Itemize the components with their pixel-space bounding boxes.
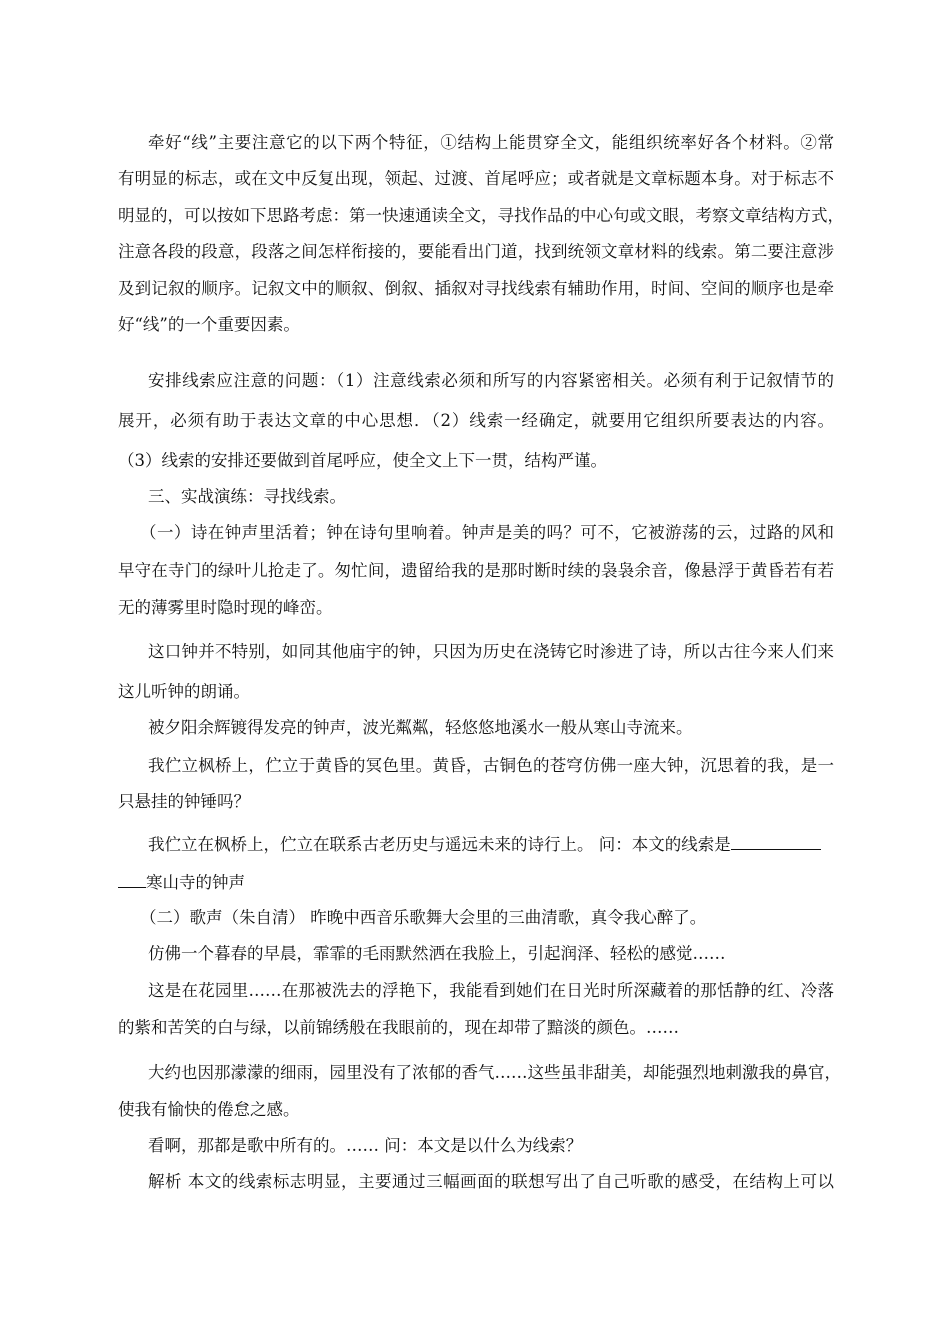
answer-line (118, 871, 834, 893)
paragraph-line: 使我有愉快的倦怠之感。 (118, 1100, 300, 1119)
paragraph-line: 牵好“线”主要注意它的以下两个特征，①结构上能贯穿全文，能组织统率好各个材料。②常 (148, 133, 834, 152)
answer-text: 寒山寺的钟声 (146, 873, 245, 892)
paragraph-line: 好“线”的一个重要因素。 (118, 315, 300, 334)
paragraph-line: 这口钟并不特别，如同其他庙宇的钟，只因为历史在浇铸它时渗进了诗，所以古往今来人们来 (148, 642, 834, 661)
section-heading: 三、实战演练：寻找线索。 (148, 487, 346, 506)
paragraph-line: 注意各段的段意，段落之间怎样衔接的，要能看出门道，找到统领文章材料的线索。第二要注意涉 (118, 242, 834, 261)
paragraph-line: 这儿听钟的朗诵。 (118, 682, 250, 701)
paragraph-line: 仿佛一个暮春的早晨，霏霏的毛雨默然洒在我脸上，引起润泽、轻松的感觉…… (148, 944, 726, 963)
paragraph-line: （一）诗在钟声里活着；钟在诗句里响着。钟声是美的吗？可不，它被游荡的云，过路的风和 (140, 523, 834, 542)
paragraph-line: 解析 本文的线索标志明显，主要通过三幅画面的联想写出了自己听歌的感受，在结构上可以 (148, 1172, 834, 1191)
paragraph-line: 的紫和苦笑的白与绿，以前锦绣般在我眼前的，现在却带了黯淡的颜色。…… (118, 1018, 679, 1037)
paragraph-line: （3）线索的安排还要做到首尾呼应，使全文上下一贯，结构严谨。 (118, 451, 607, 470)
paragraph-line: 有明显的标志，或在文中反复出现，领起、过渡、首尾呼应；或者就是文章标题本身。对于标志不 (118, 169, 834, 188)
paragraph-line: 明显的，可以按如下思路考虑：第一快速通读全文，寻找作品的中心句或文眼，考察文章结构方式， (118, 206, 844, 225)
question-line: 看啊，那都是歌中所有的。…… 问：本文是以什么为线索？ (148, 1136, 583, 1155)
paragraph-line: 只悬挂的钟锤吗？ (118, 792, 250, 811)
paragraph-line: 我伫立枫桥上，伫立于黄昏的冥色里。黄昏，古铜色的苍穹仿佛一座大钟，沉思着的我，是一 (148, 756, 834, 775)
paragraph-line: 早守在寺门的绿叶儿抢走了。匆忙间，遗留给我的是那时断时续的袅袅余音，像悬浮于黄昏若有若 (118, 561, 834, 580)
answer-blank (118, 871, 146, 888)
section-heading: （二）歌声（朱自清） 昨晚中西音乐歌舞大会里的三曲清歌，真令我心醉了。 (140, 908, 707, 927)
paragraph-line: 这是在花园里……在那被洗去的浮艳下，我能看到她们在日光时所深藏着的那恬静的红、冷落 (148, 981, 834, 1000)
question-text: 我伫立在枫桥上，伫立在联系古老历史与遥远未来的诗行上。 问：本文的线索是 (148, 835, 731, 854)
paragraph-line: 及到记叙的顺序。记叙文中的顺叙、倒叙、插叙对寻找线索有辅助作用，时间、空间的顺序也是牵 (118, 279, 834, 298)
paragraph-line: 安排线索应注意的问题：（1）注意线索必须和所写的内容紧密相关。必须有利于记叙情节的 (148, 371, 834, 390)
answer-blank (731, 833, 821, 850)
paragraph-line: 无的薄雾里时隐时现的峰峦。 (118, 598, 333, 617)
paragraph-line: 被夕阳余辉镀得发亮的钟声，波光粼粼，轻悠悠地溪水一般从寒山寺流来。 (148, 718, 693, 737)
paragraph-line: 大约也因那濛濛的细雨，园里没有了浓郁的香气……这些虽非甜美，却能强烈地刺激我的鼻官， (148, 1063, 841, 1082)
question-line (148, 833, 834, 855)
paragraph-line: 展开，必须有助于表达文章的中心思想．（2）线索一经确定，就要用它组织所要表达的内容。 (118, 411, 834, 430)
